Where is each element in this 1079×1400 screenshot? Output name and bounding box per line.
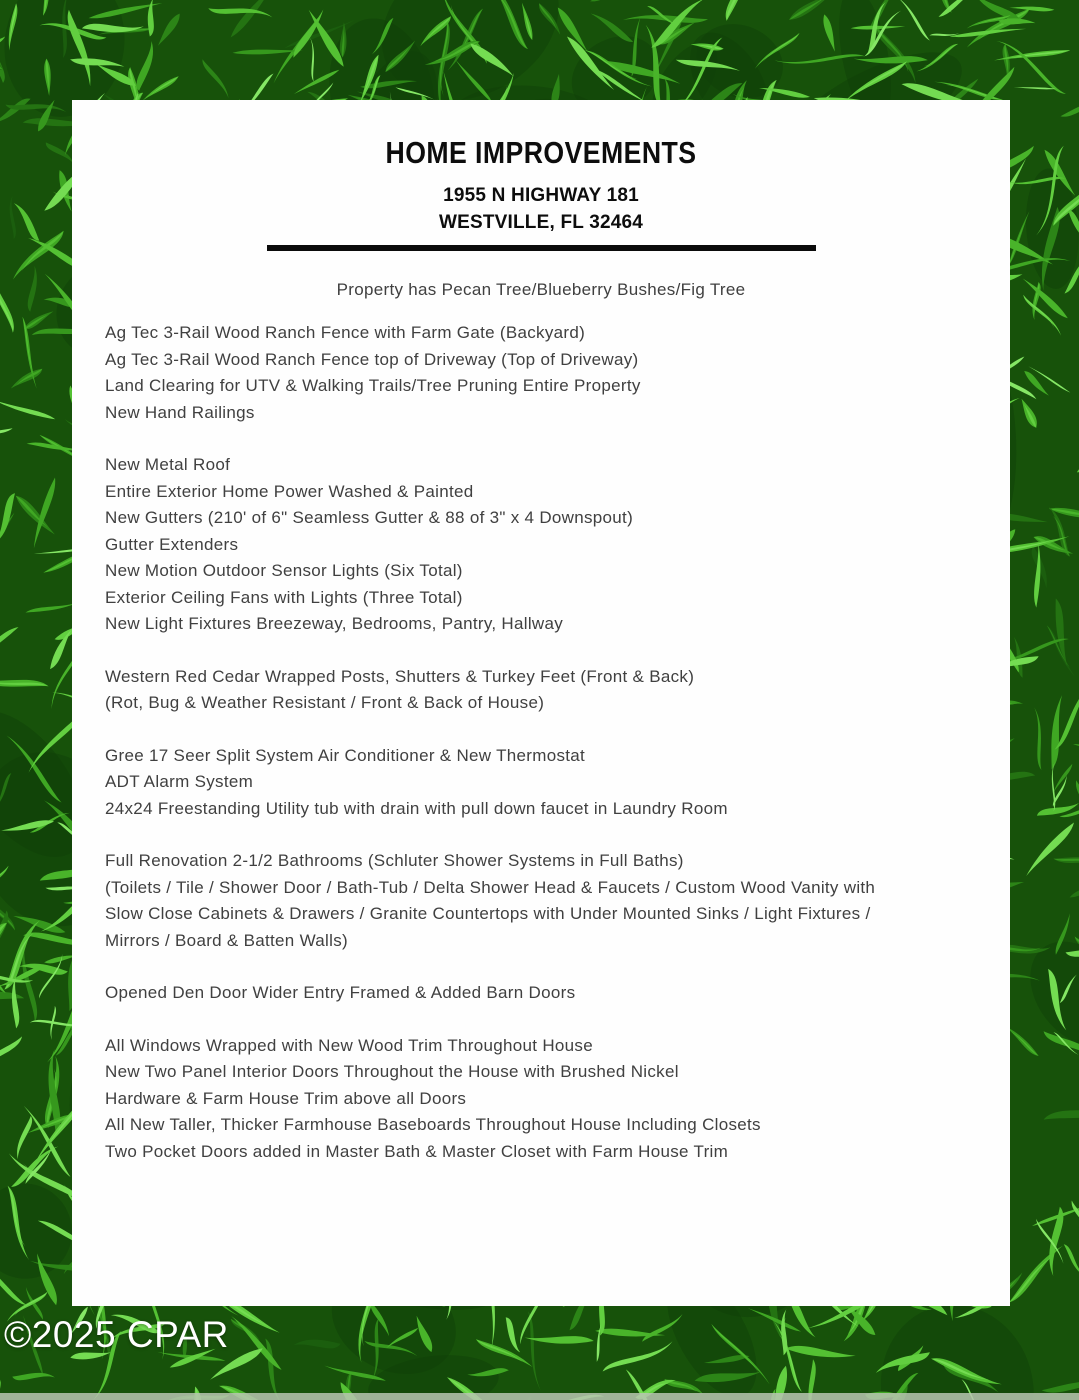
improvement-line: Western Red Cedar Wrapped Posts, Shutters & Turkey Feet (Front & Back) <box>105 666 695 686</box>
improvement-line: All Windows Wrapped with New Wood Trim Throughout House <box>105 1035 593 1055</box>
document-page <box>72 100 1010 1306</box>
improvement-line: New Metal Roof <box>105 455 231 474</box>
improvement-line: Ag Tec 3-Rail Wood Ranch Fence top of Driveway (Top of Driveway) <box>105 349 639 369</box>
improvement-line: Gree 17 Seer Split System Air Conditioner & New Thermostat <box>105 745 586 765</box>
address-line-2: WESTVILLE, FL 32464 <box>438 212 644 233</box>
improvement-line: New Gutters (210' of 6" Seamless Gutter & 88 of 3" x 4 Downspout) <box>105 508 634 527</box>
address-block <box>72 182 1010 236</box>
improvement-line: Gutter Extenders <box>105 534 239 554</box>
improvement-line: ADT Alarm System <box>105 772 254 791</box>
improvement-line: Entire Exterior Home Power Washed & Painted <box>105 481 474 501</box>
improvement-line: Opened Den Door Wider Entry Framed & Added Barn Doors <box>105 983 576 1002</box>
improvement-block <box>105 980 990 1007</box>
improvement-block <box>105 1033 990 1166</box>
improvement-block <box>105 664 990 717</box>
improvement-line: New Light Fixtures Breezeway, Bedrooms, Pantry, Hallway <box>105 614 564 633</box>
improvement-line: Mirrors / Board & Batten Walls) <box>105 930 348 950</box>
improvement-block <box>105 743 990 823</box>
improvement-line: Land Clearing for UTV & Walking Trails/Tree Pruning Entire Property <box>105 376 641 395</box>
improvement-block <box>105 320 990 426</box>
improvement-line: Ag Tec 3-Rail Wood Ranch Fence with Farm Gate (Backyard) <box>105 323 586 342</box>
improvements-list <box>72 320 1010 1165</box>
improvement-line: Exterior Ceiling Fans with Lights (Three Total) <box>105 587 463 607</box>
address-line-1: 1955 N HIGHWAY 181 <box>443 185 639 206</box>
improvement-line: (Toilets / Tile / Shower Door / Bath-Tub / Delta Shower Head & Faucets / Custom Wood Vanity with <box>105 877 876 897</box>
property-features-line: Property has Pecan Tree/Blueberry Bushes/Fig Tree <box>336 280 746 299</box>
improvement-line: New Motion Outdoor Sensor Lights (Six Total) <box>105 561 463 580</box>
improvement-line: Full Renovation 2-1/2 Bathrooms (Schluter Shower Systems in Full Baths) <box>105 851 684 870</box>
improvement-line: 24x24 Freestanding Utility tub with drain with pull down faucet in Laundry Room <box>105 798 728 818</box>
improvement-line: Two Pocket Doors added in Master Bath & Master Closet with Farm House Trim <box>105 1141 729 1161</box>
improvement-line: New Two Panel Interior Doors Throughout the House with Brushed Nickel <box>105 1062 679 1081</box>
copyright-watermark: ©2025 CPAR <box>4 1314 229 1355</box>
page-title: HOME IMPROVEMENTS <box>385 135 697 170</box>
improvement-block <box>105 452 990 638</box>
improvement-block <box>105 848 990 954</box>
improvement-line: Slow Close Cabinets & Drawers / Granite Countertops with Under Mounted Sinks / Light Fixtures / <box>105 904 871 923</box>
improvement-line: New Hand Railings <box>105 402 255 422</box>
improvement-line: (Rot, Bug & Weather Resistant / Front & Back of House) <box>105 693 545 712</box>
bottom-edge-strip <box>0 1393 1079 1400</box>
improvement-line: All New Taller, Thicker Farmhouse Baseboards Throughout House Including Closets <box>105 1115 761 1134</box>
improvement-line: Hardware & Farm House Trim above all Doors <box>105 1088 467 1108</box>
header-divider <box>267 245 816 251</box>
